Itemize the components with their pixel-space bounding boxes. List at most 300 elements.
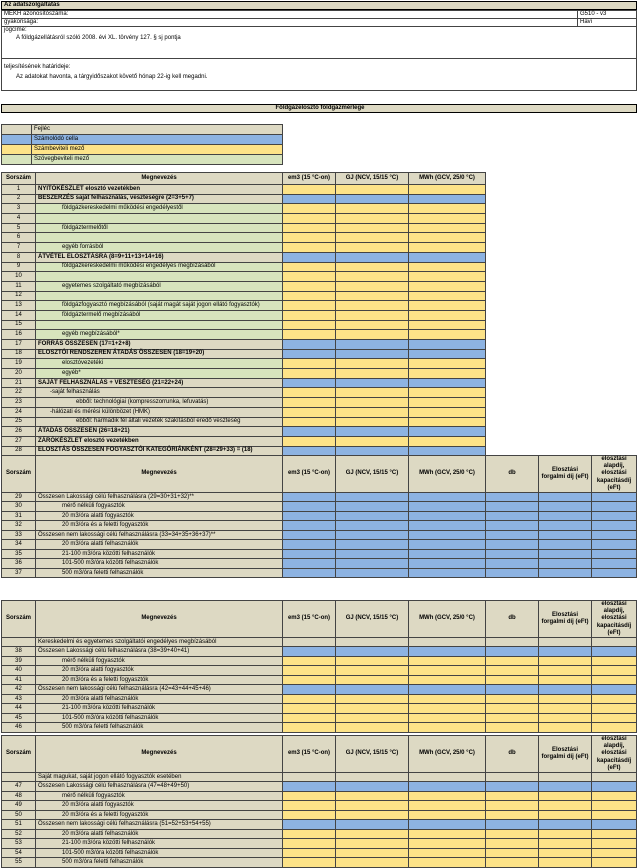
row-number: 24 xyxy=(2,407,36,417)
cell-gj[interactable] xyxy=(336,723,409,733)
row-number: 12 xyxy=(2,291,36,301)
cell-em3[interactable] xyxy=(283,417,336,427)
cell-em3[interactable] xyxy=(283,810,336,820)
cell-em3[interactable] xyxy=(283,291,336,301)
cell-gj[interactable] xyxy=(336,407,409,417)
table-row xyxy=(2,359,637,369)
row-label xyxy=(36,291,283,301)
cell-alapdij[interactable] xyxy=(592,713,637,723)
table-row xyxy=(2,694,637,704)
cell-mwh[interactable] xyxy=(409,185,486,195)
table-row xyxy=(2,262,637,272)
row-label: Összesen nem lakossági célú felhasználásra (51=52+53+54+55) xyxy=(36,820,283,830)
cell-forgalmi-dij[interactable] xyxy=(539,801,592,811)
row-number: 25 xyxy=(2,417,36,427)
row-number: 4 xyxy=(2,214,36,224)
cell-db[interactable] xyxy=(486,829,539,839)
cell-em3[interactable] xyxy=(283,723,336,733)
cell-gj xyxy=(336,782,409,792)
cell-mwh[interactable] xyxy=(409,801,486,811)
cell-gj[interactable] xyxy=(336,320,409,330)
cell-alapdij[interactable] xyxy=(592,839,637,849)
table-row xyxy=(2,252,637,262)
cell-mwh[interactable] xyxy=(409,388,486,398)
legend-row xyxy=(2,125,283,135)
row-number: 48 xyxy=(2,791,36,801)
cell-mwh[interactable] xyxy=(409,359,486,369)
cell-em3 xyxy=(283,820,336,830)
cell-db[interactable] xyxy=(486,656,539,666)
cell-forgalmi-dij xyxy=(539,685,592,695)
table-row xyxy=(2,704,637,714)
row-label: 20 m3/óra alatti fogyasztók xyxy=(36,801,283,811)
cell-alapdij[interactable] xyxy=(592,801,637,811)
cell-mwh[interactable] xyxy=(409,214,486,224)
cell-gj[interactable] xyxy=(336,301,409,311)
col-mwh: MWh (GCV, 25/0 °C) xyxy=(409,173,486,185)
cell-gj[interactable] xyxy=(336,848,409,858)
cell-forgalmi-dij[interactable] xyxy=(539,656,592,666)
cell-db[interactable] xyxy=(486,723,539,733)
cell-forgalmi-dij[interactable] xyxy=(539,723,592,733)
row-label: egyéb forrásból xyxy=(36,243,283,253)
cell-mwh[interactable] xyxy=(409,369,486,379)
cell-em3[interactable] xyxy=(283,320,336,330)
cell-forgalmi-dij xyxy=(539,521,592,531)
cell-forgalmi-dij[interactable] xyxy=(539,666,592,676)
table-row xyxy=(2,647,637,657)
row-label: -hálózati és mérési különbözet (HMK) xyxy=(36,407,283,417)
cell-gj xyxy=(336,647,409,657)
cell-em3[interactable] xyxy=(283,666,336,676)
cell-alapdij[interactable] xyxy=(592,723,637,733)
col-db: db xyxy=(486,736,539,773)
cell-db[interactable] xyxy=(486,694,539,704)
cell-gj[interactable] xyxy=(336,291,409,301)
row-label: 500 m3/óra feletti felhasználók xyxy=(36,858,283,868)
cell-alapdij xyxy=(592,568,637,578)
cell-db[interactable] xyxy=(486,810,539,820)
row-label: földgázkereskedelmi működési engedélyes megbízásából xyxy=(36,262,283,272)
cell-mwh xyxy=(409,378,486,388)
row-number: 16 xyxy=(2,330,36,340)
cell-mwh[interactable] xyxy=(409,858,486,868)
cell-gj[interactable] xyxy=(336,204,409,214)
cell-forgalmi-dij[interactable] xyxy=(539,791,592,801)
cell-alapdij[interactable] xyxy=(592,656,637,666)
cell-em3[interactable] xyxy=(283,310,336,320)
cell-alapdij[interactable] xyxy=(592,810,637,820)
cell-em3[interactable] xyxy=(283,656,336,666)
col-sorszam: Sorszám xyxy=(2,456,36,493)
cell-gj[interactable] xyxy=(336,243,409,253)
row-number: 30 xyxy=(2,502,36,512)
cell-alapdij[interactable] xyxy=(592,791,637,801)
cell-em3[interactable] xyxy=(283,369,336,379)
balance-title: Földgázelosztó földgázmérlege xyxy=(1,104,637,113)
cell-gj[interactable] xyxy=(336,214,409,224)
cell-alapdij[interactable] xyxy=(592,858,637,868)
cell-gj xyxy=(336,349,409,359)
cell-alapdij[interactable] xyxy=(592,848,637,858)
row-label: 101-500 m3/óra közötti felhasználók xyxy=(36,848,283,858)
table-row xyxy=(2,791,637,801)
cell-gj[interactable] xyxy=(336,829,409,839)
cell-mwh[interactable] xyxy=(409,243,486,253)
row-number: 5 xyxy=(2,223,36,233)
cell-mwh[interactable] xyxy=(409,829,486,839)
cell-em3 xyxy=(283,559,336,569)
cell-db[interactable] xyxy=(486,704,539,714)
legend-swatch xyxy=(2,125,32,135)
balance-header-row xyxy=(2,173,637,185)
cell-forgalmi-dij[interactable] xyxy=(539,848,592,858)
cell-gj xyxy=(336,820,409,830)
table-row xyxy=(2,398,637,408)
cell-alapdij[interactable] xyxy=(592,666,637,676)
table-row xyxy=(2,407,637,417)
cell-alapdij xyxy=(592,647,637,657)
cell-em3[interactable] xyxy=(283,407,336,417)
cell-gj[interactable] xyxy=(336,262,409,272)
col-alapdij: elosztási alapdíj, elosztási kapacitásdíj (eFt) xyxy=(592,456,637,493)
legend-label: Fejléc xyxy=(32,125,283,135)
cell-gj xyxy=(336,194,409,204)
row-label: földgázkereskedelmi működési engedélyestől xyxy=(36,204,283,214)
row-label: földgázfogyasztó megbízásából (saját magát saját jogon ellátó fogyasztók) xyxy=(36,301,283,311)
cell-em3[interactable] xyxy=(283,185,336,195)
cell-forgalmi-dij[interactable] xyxy=(539,810,592,820)
cell-db[interactable] xyxy=(486,666,539,676)
cell-em3[interactable] xyxy=(283,704,336,714)
cell-gj[interactable] xyxy=(336,359,409,369)
cell-db xyxy=(486,502,539,512)
table-row xyxy=(2,427,637,437)
section-row xyxy=(2,772,637,782)
cell-em3[interactable] xyxy=(283,694,336,704)
cell-db[interactable] xyxy=(486,675,539,685)
cell-alapdij xyxy=(592,540,637,550)
cell-em3[interactable] xyxy=(283,801,336,811)
cell-mwh[interactable] xyxy=(409,407,486,417)
cell-em3 xyxy=(283,492,336,502)
cell-em3[interactable] xyxy=(283,223,336,233)
row-number: 36 xyxy=(2,559,36,569)
cell-alapdij[interactable] xyxy=(592,694,637,704)
table-row xyxy=(2,801,637,811)
col-em3: em3 (15 °C-on) xyxy=(283,601,336,638)
row-number: 23 xyxy=(2,398,36,408)
row-label: ELOSZTÁS ÖSSZESEN FOGYASZTÓI KATEGÓRIÁNKÉNT (28=29+33) = (18) xyxy=(36,446,283,456)
cell-db[interactable] xyxy=(486,858,539,868)
cell-em3[interactable] xyxy=(283,713,336,723)
cell-db[interactable] xyxy=(486,839,539,849)
row-label: Összesen nem lakossági célú felhasználásra (42=43+44+45+46) xyxy=(36,685,283,695)
cell-em3[interactable] xyxy=(283,675,336,685)
row-label: 101-500 m3/óra közötti felhasználók xyxy=(36,559,283,569)
cell-forgalmi-dij[interactable] xyxy=(539,839,592,849)
cell-gj xyxy=(336,502,409,512)
row-number: 50 xyxy=(2,810,36,820)
cell-alapdij xyxy=(592,820,637,830)
cell-em3[interactable] xyxy=(283,272,336,282)
row-number: 18 xyxy=(2,349,36,359)
cell-em3[interactable] xyxy=(283,214,336,224)
cell-db xyxy=(486,521,539,531)
cell-em3[interactable] xyxy=(283,791,336,801)
cell-mwh[interactable] xyxy=(409,262,486,272)
table-row xyxy=(2,530,637,540)
cell-mwh xyxy=(409,427,486,437)
cell-em3[interactable] xyxy=(283,359,336,369)
table-row xyxy=(2,301,637,311)
row-label: NYITÓKÉSZLET elosztó vezetékben xyxy=(36,185,283,195)
cell-em3[interactable] xyxy=(283,398,336,408)
row-label: ebből: technológiai (kompresszorrunka, lefuvatás) xyxy=(36,398,283,408)
mekh-label: MEKH azonosítószáma: xyxy=(2,11,578,19)
cell-mwh xyxy=(409,511,486,521)
cell-gj[interactable] xyxy=(336,369,409,379)
cell-em3[interactable] xyxy=(283,204,336,214)
row-number: 49 xyxy=(2,801,36,811)
cell-mwh[interactable] xyxy=(409,723,486,733)
cell-alapdij[interactable] xyxy=(592,675,637,685)
cell-mwh[interactable] xyxy=(409,704,486,714)
cell-mwh[interactable] xyxy=(409,656,486,666)
cell-mwh[interactable] xyxy=(409,223,486,233)
cell-alapdij[interactable] xyxy=(592,829,637,839)
row-number: 39 xyxy=(2,656,36,666)
cell-gj[interactable] xyxy=(336,310,409,320)
cell-db[interactable] xyxy=(486,848,539,858)
cell-em3 xyxy=(283,530,336,540)
cell-db[interactable] xyxy=(486,713,539,723)
cell-gj[interactable] xyxy=(336,656,409,666)
cell-gj[interactable] xyxy=(336,417,409,427)
cell-em3 xyxy=(283,511,336,521)
cell-mwh[interactable] xyxy=(409,320,486,330)
cell-alapdij xyxy=(592,782,637,792)
row-label: 500 m3/óra feletti felhasználók xyxy=(36,723,283,733)
cell-em3[interactable] xyxy=(283,243,336,253)
col-gj: GJ (NCV, 15/15 °C) xyxy=(336,173,409,185)
table-row xyxy=(2,858,637,868)
cell-gj[interactable] xyxy=(336,791,409,801)
legend-swatch xyxy=(2,155,32,165)
cell-gj[interactable] xyxy=(336,666,409,676)
cell-em3[interactable] xyxy=(283,848,336,858)
table-row xyxy=(2,272,637,282)
cell-gj[interactable] xyxy=(336,272,409,282)
section-row xyxy=(2,637,637,647)
row-label: 500 m3/óra feletti felhasználók xyxy=(36,568,283,578)
cell-em3[interactable] xyxy=(283,281,336,291)
row-label: 20 m3/óra alatti felhasználók xyxy=(36,540,283,550)
row-label xyxy=(36,320,283,330)
row-number: 22 xyxy=(2,388,36,398)
cell-mwh[interactable] xyxy=(409,436,486,446)
cell-alapdij xyxy=(592,549,637,559)
legend-table xyxy=(1,124,283,165)
cell-mwh[interactable] xyxy=(409,694,486,704)
cell-gj[interactable] xyxy=(336,223,409,233)
cell-gj xyxy=(336,511,409,521)
col-db: db xyxy=(486,601,539,638)
cell-gj[interactable] xyxy=(336,801,409,811)
row-label: ÁTADÁS ÖSSZESEN (26=18+21) xyxy=(36,427,283,437)
cell-gj xyxy=(336,568,409,578)
table-row xyxy=(2,568,637,578)
table-row xyxy=(2,223,637,233)
cell-gj[interactable] xyxy=(336,233,409,243)
cell-mwh xyxy=(409,349,486,359)
cell-mwh[interactable] xyxy=(409,666,486,676)
cell-gj xyxy=(336,530,409,540)
row-number: 45 xyxy=(2,713,36,723)
cell-mwh[interactable] xyxy=(409,791,486,801)
col-mwh: MWh (GCV, 25/0 °C) xyxy=(409,456,486,493)
cell-gj[interactable] xyxy=(336,436,409,446)
cell-mwh[interactable] xyxy=(409,281,486,291)
row-label: 21-100 m3/óra közötti felhasználók xyxy=(36,549,283,559)
row-number: 31 xyxy=(2,511,36,521)
col-em3: em3 (15 °C-on) xyxy=(283,736,336,773)
consumption-table-traders xyxy=(1,600,637,733)
cell-mwh[interactable] xyxy=(409,233,486,243)
col-em3: em3 (15 °C-on) xyxy=(283,456,336,493)
cell-forgalmi-dij[interactable] xyxy=(539,694,592,704)
cell-gj xyxy=(336,521,409,531)
row-number: 20 xyxy=(2,369,36,379)
row-number: 14 xyxy=(2,310,36,320)
row-number: 13 xyxy=(2,301,36,311)
cell-em3[interactable] xyxy=(283,301,336,311)
legal-row xyxy=(2,27,637,59)
cell-em3[interactable] xyxy=(283,262,336,272)
cell-forgalmi-dij[interactable] xyxy=(539,675,592,685)
row-number: 17 xyxy=(2,340,36,350)
col-gj: GJ (NCV, 15/15 °C) xyxy=(336,736,409,773)
cell-em3[interactable] xyxy=(283,436,336,446)
cell-gj[interactable] xyxy=(336,185,409,195)
cell-gj[interactable] xyxy=(336,858,409,868)
cell-forgalmi-dij xyxy=(539,511,592,521)
cell-gj[interactable] xyxy=(336,388,409,398)
consumption-table-total xyxy=(1,455,637,578)
col-alapdij: elosztási alapdíj, elosztási kapacitásdíj (eFt) xyxy=(592,601,637,638)
col-megnevezes: Megnevezés xyxy=(36,456,283,493)
cell-mwh[interactable] xyxy=(409,204,486,214)
table-row xyxy=(2,243,637,253)
cell-db xyxy=(486,511,539,521)
cell-gj[interactable] xyxy=(336,694,409,704)
cell-mwh[interactable] xyxy=(409,330,486,340)
cell-mwh[interactable] xyxy=(409,839,486,849)
cell-mwh[interactable] xyxy=(409,417,486,427)
cell-forgalmi-dij[interactable] xyxy=(539,829,592,839)
cell-forgalmi-dij[interactable] xyxy=(539,704,592,714)
cell-gj[interactable] xyxy=(336,839,409,849)
cell-forgalmi-dij[interactable] xyxy=(539,858,592,868)
row-number: 42 xyxy=(2,685,36,695)
row-number: 29 xyxy=(2,492,36,502)
cell-mwh[interactable] xyxy=(409,675,486,685)
cell-gj[interactable] xyxy=(336,810,409,820)
cell-em3 xyxy=(283,782,336,792)
cell-forgalmi-dij xyxy=(539,782,592,792)
col-megnevezes: Megnevezés xyxy=(36,736,283,773)
cell-mwh xyxy=(409,647,486,657)
cell-gj[interactable] xyxy=(336,713,409,723)
row-label: 20 m3/óra alatti fogyasztók xyxy=(36,511,283,521)
section-label: Kereskedelmi és egyetemes szolgáltatói engedélyes megbízásából xyxy=(36,637,283,647)
consumption-table-self-supply xyxy=(1,735,637,868)
table-row xyxy=(2,502,637,512)
cell-em3[interactable] xyxy=(283,839,336,849)
cell-alapdij xyxy=(592,492,637,502)
cell-mwh xyxy=(409,492,486,502)
legend-label: Számolódó cella xyxy=(32,135,283,145)
cell-em3[interactable] xyxy=(283,858,336,868)
cell-db xyxy=(486,782,539,792)
cell-mwh xyxy=(409,340,486,350)
row-number: 6 xyxy=(2,233,36,243)
row-number: 52 xyxy=(2,829,36,839)
legend-swatch xyxy=(2,135,32,145)
cell-em3 xyxy=(283,349,336,359)
cell-alapdij xyxy=(592,502,637,512)
table-row xyxy=(2,540,637,550)
cell-mwh[interactable] xyxy=(409,301,486,311)
cell-mwh[interactable] xyxy=(409,310,486,320)
row-label: BESZERZÉS saját felhasználás, veszteségre (2=3+5+7) xyxy=(36,194,283,204)
col-mwh: MWh (GCV, 25/0 °C) xyxy=(409,601,486,638)
mekh-row xyxy=(2,11,637,19)
cell-mwh[interactable] xyxy=(409,398,486,408)
cell-gj[interactable] xyxy=(336,281,409,291)
cell-gj[interactable] xyxy=(336,398,409,408)
cell-mwh[interactable] xyxy=(409,713,486,723)
cell-mwh[interactable] xyxy=(409,810,486,820)
cell-gj[interactable] xyxy=(336,330,409,340)
cell-em3[interactable] xyxy=(283,330,336,340)
row-number: 27 xyxy=(2,436,36,446)
cell-forgalmi-dij[interactable] xyxy=(539,713,592,723)
cell-em3[interactable] xyxy=(283,829,336,839)
cell-em3[interactable] xyxy=(283,233,336,243)
cell-mwh[interactable] xyxy=(409,291,486,301)
cell-db[interactable] xyxy=(486,801,539,811)
cell-mwh[interactable] xyxy=(409,272,486,282)
cell-db xyxy=(486,568,539,578)
cell-gj[interactable] xyxy=(336,675,409,685)
table-row xyxy=(2,320,637,330)
row-number: 33 xyxy=(2,530,36,540)
row-label: egyéb megbízásából* xyxy=(36,330,283,340)
balance-table xyxy=(1,172,637,456)
cell-em3[interactable] xyxy=(283,388,336,398)
header-row xyxy=(2,736,637,773)
cell-alapdij[interactable] xyxy=(592,704,637,714)
legend-label: Szövegbeviteli mező xyxy=(32,155,283,165)
frequency-row xyxy=(2,19,637,27)
cell-db[interactable] xyxy=(486,791,539,801)
cell-gj[interactable] xyxy=(336,704,409,714)
cell-mwh[interactable] xyxy=(409,848,486,858)
cell-gj xyxy=(336,559,409,569)
table-row xyxy=(2,521,637,531)
table-row xyxy=(2,388,637,398)
